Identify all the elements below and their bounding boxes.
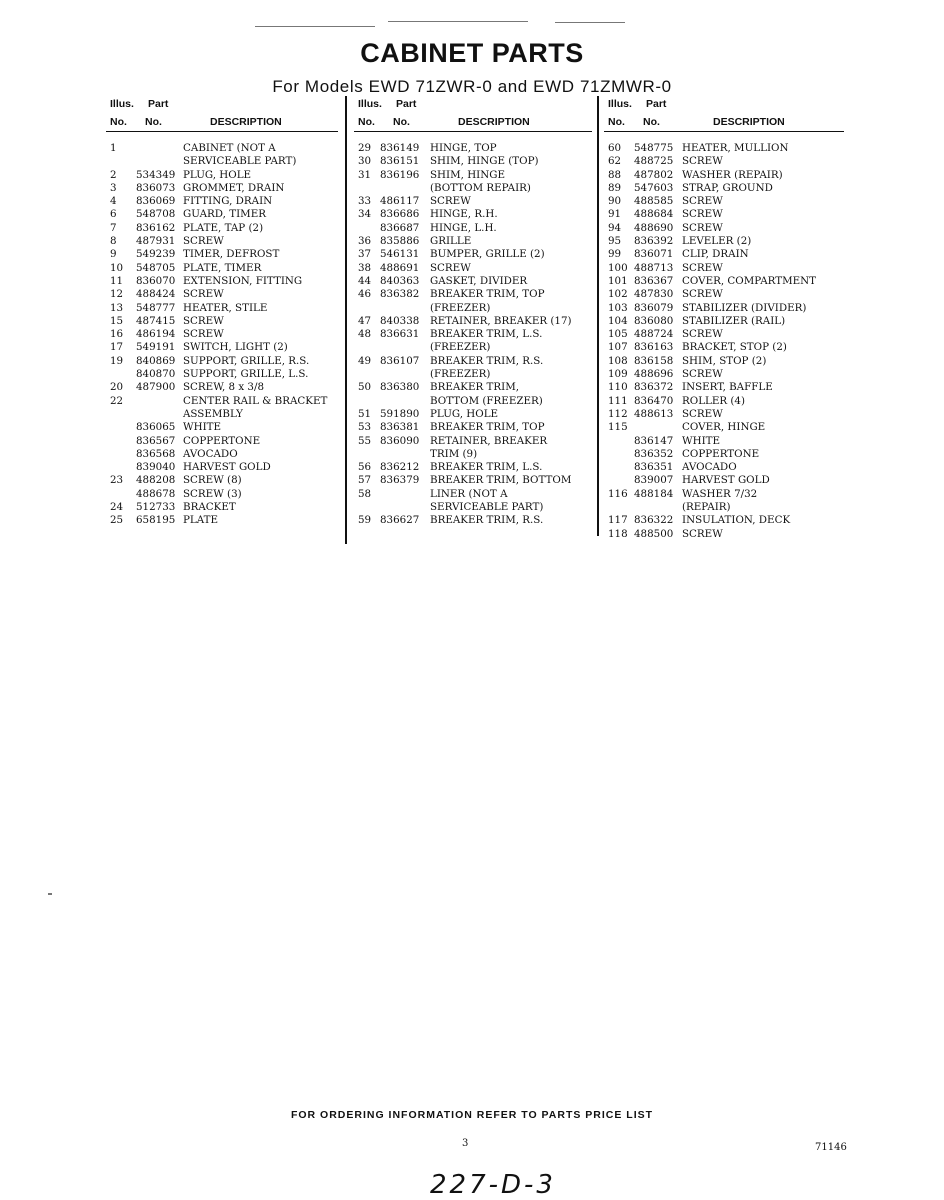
part-description: ROLLER (4)	[682, 394, 745, 407]
part-description: WASHER (REPAIR)	[682, 168, 783, 181]
part-number: 488500	[634, 527, 674, 540]
part-number: 836080	[634, 314, 674, 327]
part-description: SUPPORT, GRILLE, L.S.	[183, 368, 309, 381]
part-number: 836163	[634, 341, 674, 354]
part-number: 546131	[380, 248, 420, 261]
part-number: 836149	[380, 142, 420, 154]
part-description: SCREW	[682, 195, 723, 208]
part-number: 840870	[136, 368, 176, 381]
part-number: 836196	[380, 168, 420, 181]
illus-number: 100	[608, 261, 628, 274]
part-number: 836687	[380, 221, 420, 234]
illus-number: 23	[110, 474, 124, 487]
part-description: BREAKER TRIM, TOP	[430, 288, 545, 301]
illus-number: 19	[110, 354, 124, 367]
part-number: 487931	[136, 235, 176, 248]
illus-number: 33	[358, 195, 372, 208]
part-number: 488678	[136, 487, 176, 500]
part-number: 836079	[634, 301, 674, 314]
part-description: HINGE, R.H.	[430, 208, 498, 221]
part-number: 836351	[634, 461, 674, 474]
part-number: 488613	[634, 407, 674, 420]
header-illus-no: No.	[110, 116, 127, 128]
part-description: (BOTTOM REPAIR)	[430, 181, 531, 194]
part-description: GASKET, DIVIDER	[430, 274, 528, 287]
illus-number: 46	[358, 288, 372, 301]
header-part-no: No.	[145, 116, 162, 128]
illus-number: 22	[110, 394, 124, 407]
part-number: 836631	[380, 328, 420, 341]
part-description: WASHER 7/32	[682, 487, 758, 500]
part-number: 836568	[136, 447, 176, 460]
illus-number: 60	[608, 142, 622, 154]
ordering-info-footer: FOR ORDERING INFORMATION REFER TO PARTS PRICE LIST	[290, 1109, 654, 1121]
part-description: SCREW, 8 x 3/8	[183, 381, 265, 394]
part-number: 487900	[136, 381, 176, 394]
illus-number: 56	[358, 461, 372, 474]
part-description: COVER, COMPARTMENT	[682, 274, 817, 287]
illus-number: 9	[110, 248, 117, 261]
column-header	[110, 98, 342, 132]
part-description: RETAINER, BREAKER	[430, 434, 548, 447]
illus-number: 95	[608, 235, 622, 248]
illus-number: 57	[358, 474, 372, 487]
illus-number: 62	[608, 155, 622, 168]
illus-number: 55	[358, 434, 372, 447]
part-description: INSERT, BAFFLE	[682, 381, 773, 394]
part-number: 836352	[634, 447, 674, 460]
part-number: 512733	[136, 501, 176, 514]
part-description: AVOCADO	[682, 461, 737, 474]
header-rule	[106, 131, 338, 132]
part-description: BREAKER TRIM, TOP	[430, 421, 545, 434]
illus-number: 50	[358, 381, 372, 394]
part-description: COPPERTONE	[682, 447, 760, 460]
part-number: 549239	[136, 248, 176, 261]
illus-number: 115	[608, 421, 628, 434]
part-number: 836073	[136, 181, 176, 194]
illus-number: 7	[110, 221, 117, 234]
part-description: SCREW	[682, 328, 723, 341]
part-description: SCREW	[682, 368, 723, 381]
part-number: 548708	[136, 208, 176, 221]
illus-number: 16	[110, 328, 124, 341]
part-description: HEATER, STILE	[183, 301, 268, 314]
part-number: 548775	[634, 142, 674, 154]
part-description: SUPPORT, GRILLE, R.S.	[183, 354, 310, 367]
part-description: SCREW	[682, 155, 723, 168]
illus-number: 89	[608, 181, 622, 194]
part-description: BREAKER TRIM, L.S.	[430, 461, 543, 474]
part-number: 836379	[380, 474, 420, 487]
part-number: 836070	[136, 274, 176, 287]
illus-number: 107	[608, 341, 628, 354]
document-number: 71146	[815, 1142, 847, 1153]
part-description: LINER (NOT A	[430, 487, 508, 500]
part-number: 487802	[634, 168, 674, 181]
illus-number: 11	[110, 274, 124, 287]
part-description: ASSEMBLY	[183, 407, 243, 420]
part-description: TRIM (9)	[430, 447, 478, 460]
part-description: PLATE	[183, 514, 219, 527]
illus-number: 110	[608, 381, 628, 394]
part-number: 836151	[380, 155, 420, 168]
part-description: SCREW	[682, 407, 723, 420]
part-description: RETAINER, BREAKER (17)	[430, 314, 572, 327]
page-title: CABINET PARTS	[360, 38, 584, 68]
part-number: 836107	[380, 354, 420, 367]
illus-number: 108	[608, 354, 628, 367]
part-number: 486117	[380, 195, 420, 208]
illus-number: 105	[608, 328, 628, 341]
illus-number: 15	[110, 314, 124, 327]
scan-artifact	[255, 26, 375, 27]
part-number: 488725	[634, 155, 674, 168]
part-number: 835886	[380, 235, 420, 248]
illus-number: 10	[110, 261, 124, 274]
illus-number: 59	[358, 514, 372, 527]
header-description: DESCRIPTION	[713, 116, 785, 128]
part-description: SERVICEABLE PART)	[430, 501, 544, 514]
part-number: 488696	[634, 368, 674, 381]
part-number: 549191	[136, 341, 176, 354]
illus-number: 12	[110, 288, 124, 301]
illus-number: 13	[110, 301, 124, 314]
part-description: CLIP, DRAIN	[682, 248, 749, 261]
part-description: SCREW	[183, 235, 224, 248]
part-number: 488184	[634, 487, 674, 500]
part-description: BUMPER, GRILLE (2)	[430, 248, 545, 261]
part-description: BREAKER TRIM, R.S.	[430, 514, 544, 527]
part-description: SCREW	[682, 288, 723, 301]
illus-number: 3	[110, 181, 117, 194]
parts-column-3	[608, 98, 848, 540]
part-description: (REPAIR)	[682, 501, 731, 514]
part-description: SERVICEABLE PART)	[183, 155, 297, 168]
part-description: HARVEST GOLD	[682, 474, 770, 487]
part-number: 836470	[634, 394, 674, 407]
part-description: SHIM, HINGE (TOP)	[430, 155, 539, 168]
header-part-label: Part	[646, 98, 667, 110]
illus-number: 38	[358, 261, 372, 274]
illus-number: 24	[110, 501, 124, 514]
part-description: SCREW (8)	[183, 474, 242, 487]
illus-number: 8	[110, 235, 117, 248]
header-description: DESCRIPTION	[458, 116, 530, 128]
illus-number: 37	[358, 248, 372, 261]
illus-number: 17	[110, 341, 124, 354]
part-description: TIMER, DEFROST	[183, 248, 280, 261]
header-illus-label: Illus.	[608, 98, 632, 110]
illus-number: 90	[608, 195, 622, 208]
part-number: 836147	[634, 434, 674, 447]
header-part-label: Part	[148, 98, 169, 110]
illus-number: 25	[110, 514, 124, 527]
part-description: SCREW	[183, 314, 224, 327]
illus-number: 91	[608, 208, 622, 221]
page-number: 3	[462, 1138, 469, 1149]
part-description: CENTER RAIL & BRACKET	[183, 394, 328, 407]
illus-number: 101	[608, 274, 628, 287]
parts-column-2	[358, 98, 596, 527]
part-number: 488684	[634, 208, 674, 221]
illus-number: 116	[608, 487, 628, 500]
header-rule	[354, 131, 592, 132]
illus-number: 48	[358, 328, 372, 341]
part-number: 836065	[136, 421, 176, 434]
illus-number: 53	[358, 421, 372, 434]
part-number: 548705	[136, 261, 176, 274]
part-number: 836686	[380, 208, 420, 221]
scan-artifact	[388, 21, 528, 22]
header-part-label: Part	[396, 98, 417, 110]
part-description: BREAKER TRIM, R.S.	[430, 354, 544, 367]
header-illus-label: Illus.	[358, 98, 382, 110]
part-description: BREAKER TRIM, L.S.	[430, 328, 543, 341]
part-description: HEATER, MULLION	[682, 142, 789, 154]
part-number: 488713	[634, 261, 674, 274]
part-description: SCREW	[183, 328, 224, 341]
part-number: 487415	[136, 314, 176, 327]
part-description: WHITE	[682, 434, 721, 447]
illus-number: 1	[110, 142, 117, 154]
illus-number: 109	[608, 368, 628, 381]
part-description: STRAP, GROUND	[682, 181, 773, 194]
part-description: STABILIZER (RAIL)	[682, 314, 786, 327]
part-number: 534349	[136, 168, 176, 181]
illus-number: 88	[608, 168, 622, 181]
part-description: HARVEST GOLD	[183, 461, 271, 474]
illus-number: 102	[608, 288, 628, 301]
part-description: PLUG, HOLE	[183, 168, 252, 181]
part-description: GROMMET, DRAIN	[183, 181, 285, 194]
part-number: 836162	[136, 221, 176, 234]
part-description: COPPERTONE	[183, 434, 261, 447]
part-number: 840338	[380, 314, 420, 327]
column-header	[358, 98, 596, 132]
header-illus-label: Illus.	[110, 98, 134, 110]
part-description: PLUG, HOLE	[430, 407, 499, 420]
part-number: 840363	[380, 274, 420, 287]
part-number: 839040	[136, 461, 176, 474]
illus-number: 47	[358, 314, 372, 327]
illus-number: 51	[358, 407, 372, 420]
part-number: 548777	[136, 301, 176, 314]
part-number: 836392	[634, 235, 674, 248]
part-number: 836069	[136, 195, 176, 208]
illus-number: 94	[608, 221, 622, 234]
scan-artifact	[48, 893, 52, 895]
part-description: HINGE, TOP	[430, 142, 497, 154]
scan-artifact	[555, 22, 625, 23]
header-description: DESCRIPTION	[210, 116, 282, 128]
part-description: SCREW	[682, 527, 723, 540]
illus-number: 112	[608, 407, 628, 420]
part-number: 488691	[380, 261, 420, 274]
illus-number: 30	[358, 155, 372, 168]
illus-number: 44	[358, 274, 372, 287]
illus-number: 34	[358, 208, 372, 221]
part-description: SCREW	[183, 288, 224, 301]
part-description: INSULATION, DECK	[682, 514, 791, 527]
header-rule	[604, 131, 844, 132]
part-number: 836158	[634, 354, 674, 367]
part-number: 836090	[380, 434, 420, 447]
illus-number: 99	[608, 248, 622, 261]
illus-number: 49	[358, 354, 372, 367]
part-description: SCREW (3)	[183, 487, 242, 500]
part-number: 836372	[634, 381, 674, 394]
part-description: LEVELER (2)	[682, 235, 752, 248]
part-description: BRACKET	[183, 501, 236, 514]
part-description: SCREW	[430, 195, 471, 208]
part-number: 840869	[136, 354, 176, 367]
part-description: GUARD, TIMER	[183, 208, 266, 221]
part-description: HINGE, L.H.	[430, 221, 497, 234]
illus-number: 58	[358, 487, 372, 500]
part-number: 658195	[136, 514, 176, 527]
part-number: 488424	[136, 288, 176, 301]
illus-number: 31	[358, 168, 372, 181]
part-number: 488724	[634, 328, 674, 341]
part-number: 591890	[380, 407, 420, 420]
part-number: 547603	[634, 181, 674, 194]
part-description: (FREEZER)	[430, 368, 491, 381]
part-number: 836071	[634, 248, 674, 261]
part-description: SCREW	[682, 208, 723, 221]
part-number: 488585	[634, 195, 674, 208]
part-number: 836627	[380, 514, 420, 527]
part-number: 836381	[380, 421, 420, 434]
part-number: 836367	[634, 274, 674, 287]
illus-number: 4	[110, 195, 117, 208]
part-number: 836567	[136, 434, 176, 447]
part-number: 836212	[380, 461, 420, 474]
illus-number: 117	[608, 514, 628, 527]
header-illus-no: No.	[608, 116, 625, 128]
part-description: (FREEZER)	[430, 341, 491, 354]
part-description: SWITCH, LIGHT (2)	[183, 341, 288, 354]
part-number: 488690	[634, 221, 674, 234]
part-description: SCREW	[682, 221, 723, 234]
column-divider	[597, 96, 599, 536]
part-number: 486194	[136, 328, 176, 341]
part-number: 836322	[634, 514, 674, 527]
parts-column-1	[110, 98, 342, 527]
illus-number: 111	[608, 394, 628, 407]
column-header	[608, 98, 848, 132]
part-description: AVOCADO	[183, 447, 238, 460]
part-description: GRILLE	[430, 235, 472, 248]
header-part-no: No.	[643, 116, 660, 128]
part-description: BOTTOM (FREEZER)	[430, 394, 543, 407]
part-number: 487830	[634, 288, 674, 301]
part-description: SHIM, STOP (2)	[682, 354, 767, 367]
illus-number: 104	[608, 314, 628, 327]
part-description: SCREW	[430, 261, 471, 274]
illus-number: 2	[110, 168, 117, 181]
part-description: COVER, HINGE	[682, 421, 766, 434]
part-description: SHIM, HINGE	[430, 168, 505, 181]
part-description: WHITE	[183, 421, 222, 434]
part-description: STABILIZER (DIVIDER)	[682, 301, 807, 314]
part-number: 836380	[380, 381, 420, 394]
part-description: BRACKET, STOP (2)	[682, 341, 787, 354]
part-number: 839007	[634, 474, 674, 487]
part-description: PLATE, TIMER	[183, 261, 262, 274]
illus-number: 36	[358, 235, 372, 248]
part-description: PLATE, TAP (2)	[183, 221, 264, 234]
illus-number: 118	[608, 527, 628, 540]
handwritten-note: 227-D-3	[430, 1170, 556, 1200]
illus-number: 6	[110, 208, 117, 221]
part-description: EXTENSION, FITTING	[183, 274, 303, 287]
part-description: BREAKER TRIM, BOTTOM	[430, 474, 572, 487]
part-description: (FREEZER)	[430, 301, 491, 314]
illus-number: 29	[358, 142, 372, 154]
part-number: 836382	[380, 288, 420, 301]
part-number: 488208	[136, 474, 176, 487]
header-illus-no: No.	[358, 116, 375, 128]
part-description: SCREW	[682, 261, 723, 274]
part-description: CABINET (NOT A	[183, 142, 276, 154]
part-description: FITTING, DRAIN	[183, 195, 273, 208]
illus-number: 103	[608, 301, 628, 314]
column-divider	[345, 96, 347, 544]
header-part-no: No.	[393, 116, 410, 128]
illus-number: 20	[110, 381, 124, 394]
part-description: BREAKER TRIM,	[430, 381, 520, 394]
models-subtitle: For Models EWD 71ZWR-0 and EWD 71ZMWR-0	[272, 77, 672, 96]
